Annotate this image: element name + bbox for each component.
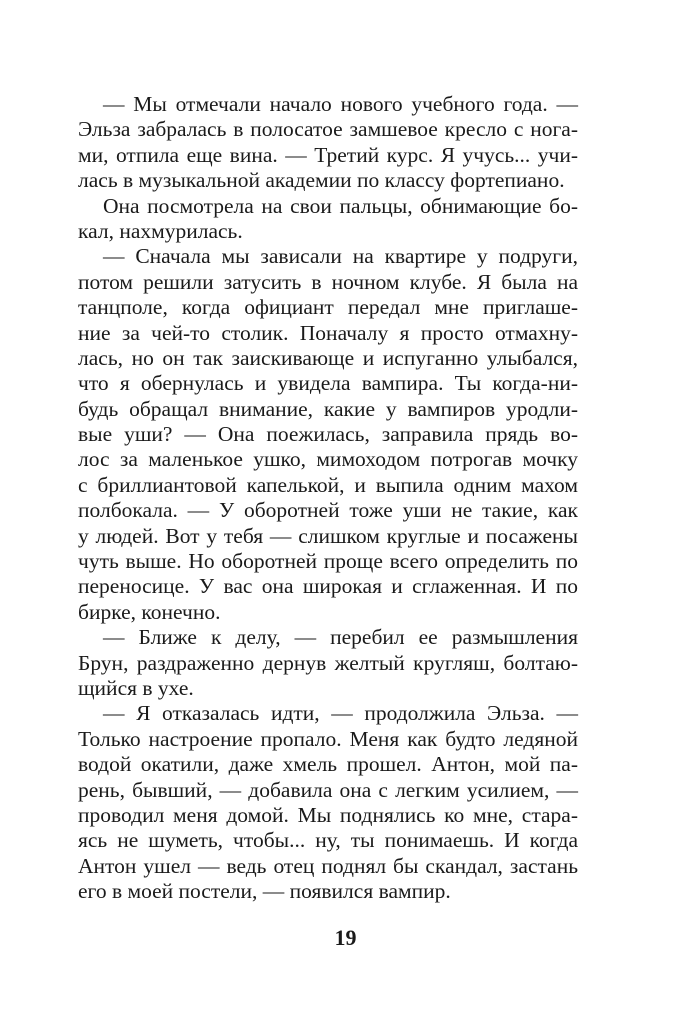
text-line: ясь не шуметь, чтобы... ну, ты понимаешь. И когда <box>78 828 578 853</box>
paragraph <box>78 194 578 245</box>
text-line: его в моей постели, — появился вампир. <box>78 879 451 904</box>
text-line: с бриллиантовой капелькой, и выпила одним махом <box>78 472 578 497</box>
text-line: проводил меня домой. Мы поднялись ко мне, стара- <box>78 802 578 827</box>
text-line: Брун, раздраженно дернув желтый кругляш, болтаю- <box>78 650 578 675</box>
paragraph <box>78 701 578 904</box>
text-line: полбокала. — У оборотней тоже уши не такие, как <box>78 498 578 523</box>
text-line: переносице. У вас она широкая и сглаженная. И по <box>78 574 578 599</box>
text-line: чуть выше. Но оборотней проще всего определить по <box>78 549 578 574</box>
text-line: лась в музыкальной академии по классу фортепиано. <box>78 168 565 193</box>
text-line: лос за маленькое ушко, мимоходом потрогав мочку <box>78 447 578 472</box>
text-line: Только настроение пропало. Меня как будто ледяной <box>78 726 578 751</box>
text-line: потом решили затусить в ночном клубе. Я была на <box>78 269 578 294</box>
text-line: Она посмотрела на свои пальцы, обнимающие бо- <box>103 193 578 218</box>
paragraph <box>78 625 578 701</box>
paragraph <box>78 92 578 194</box>
text-line: танцполе, когда официант передал мне приглаше- <box>78 295 578 320</box>
text-line: — Ближе к делу, — перебил ее размышления <box>103 625 578 650</box>
text-line: будь обращал внимание, какие у вампиров уродли- <box>78 396 578 421</box>
text-line: что я обернулась и увидела вампира. Ты когда-ни- <box>78 371 578 396</box>
page-number: 19 <box>334 925 357 950</box>
text-line: щийся в ухе. <box>78 675 194 700</box>
text-line: Эльза забралась в полосатое замшевое кресло с нога- <box>78 117 578 142</box>
text-line: бирке, конечно. <box>78 599 221 624</box>
book-page-text <box>78 92 578 905</box>
text-line: кал, нахмурилась. <box>78 218 243 243</box>
text-line: ние за чей-то столик. Поначалу я просто отмахну- <box>78 320 578 345</box>
paragraph <box>78 244 578 625</box>
text-line: у людей. Вот у тебя — слишком круглые и посажены <box>78 523 578 548</box>
text-line: лась, но он так заискивающе и испуганно улыбался, <box>78 345 578 370</box>
text-line: рень, бывший, — добавила она с легким усилием, — <box>78 777 578 802</box>
text-line: вые уши? — Она поежилась, заправила прядь во- <box>78 422 578 447</box>
text-line: ми, отпила еще вина. — Третий курс. Я учусь... учи- <box>78 142 578 167</box>
text-line: водой окатили, даже хмель прошел. Антон, мой па- <box>78 752 578 777</box>
text-line: — Сначала мы зависали на квартире у подруги, <box>103 244 578 269</box>
text-line: — Я отказалась идти, — продолжила Эльза. — <box>103 701 578 726</box>
text-line: — Мы отмечали начало нового учебного года. — <box>103 92 578 116</box>
text-line: Антон ушел — ведь отец поднял бы скандал, застань <box>78 853 578 878</box>
